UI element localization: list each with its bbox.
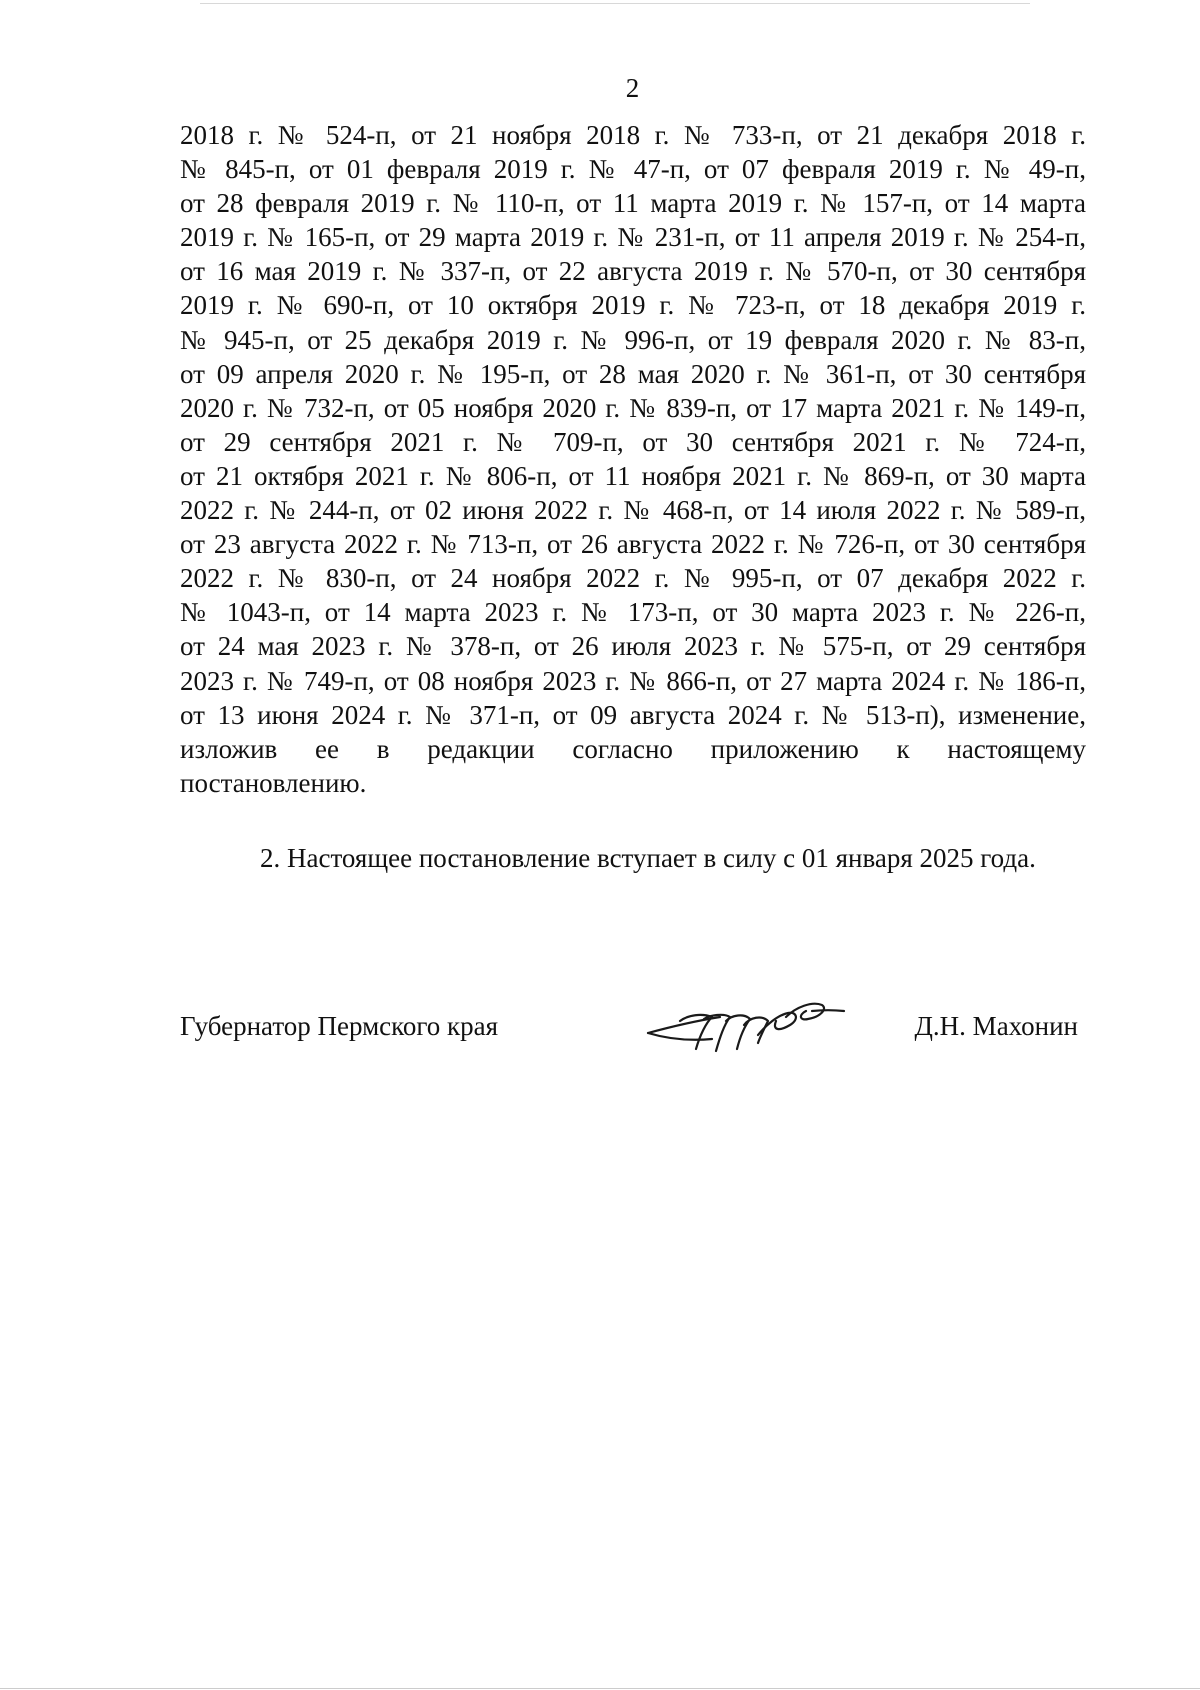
signer-name: Д.Н. Махонин <box>914 1011 1078 1041</box>
paragraph-1-line: постановлению. <box>180 767 367 798</box>
paragraph-1-line: от 21 октября 2021 г. № 806-п, от 11 ноября 2021 г. № 869-п, от 30 марта <box>180 460 1086 491</box>
handwritten-signature <box>640 991 850 1061</box>
paragraph-1-line: 2022 г. № 244-п, от 02 июня 2022 г. № 468-п, от 14 июля 2022 г. № 589-п, <box>180 495 1086 526</box>
paragraph-1-line: 2020 г. № 732-п, от 05 ноября 2020 г. № 839-п, от 17 марта 2021 г. № 149-п, <box>180 392 1086 423</box>
paragraph-1-line: № 1043-п, от 14 марта 2023 г. № 173-п, от 30 марта 2023 г. № 226-п, <box>180 597 1086 628</box>
paragraph-1-line: 2019 г. № 690-п, от 10 октября 2019 г. № 723-п, от 18 декабря 2019 г. <box>180 290 1086 321</box>
paragraph-1-line: от 16 мая 2019 г. № 337-п, от 22 августа 2019 г. № 570-п, от 30 сентября <box>180 256 1086 287</box>
paragraph-1-line: от 29 сентября 2021 г. № 709-п, от 30 сентября 2021 г. № 724-п, <box>180 426 1086 457</box>
page-number: 2 <box>625 73 640 103</box>
paragraph-2: 2. Настоящее постановление вступает в силу с 01 января 2025 года. <box>260 843 1036 873</box>
paragraph-1-line: от 13 июня 2024 г. № 371-п, от 09 августа 2024 г. № 513-п), изменение, <box>180 699 1086 730</box>
paragraph-1 <box>180 118 1086 800</box>
scan-edge-bottom <box>0 1688 1200 1689</box>
paragraph-1-line: № 845-п, от 01 февраля 2019 г. № 47-п, от 07 февраля 2019 г. № 49-п, <box>180 154 1086 185</box>
paragraph-1-line: от 09 апреля 2020 г. № 195-п, от 28 мая 2020 г. № 361-п, от 30 сентября <box>180 358 1086 389</box>
scan-edge-top <box>200 3 1030 4</box>
paragraph-1-line: 2019 г. № 165-п, от 29 марта 2019 г. № 231-п, от 11 апреля 2019 г. № 254-п, <box>180 222 1086 253</box>
paragraph-1-line: № 945-п, от 25 декабря 2019 г. № 996-п, от 19 февраля 2020 г. № 83-п, <box>180 324 1086 355</box>
signer-title: Губернатор Пермского края <box>180 1011 499 1041</box>
paragraph-1-line: 2018 г. № 524-п, от 21 ноября 2018 г. № 733-п, от 21 декабря 2018 г. <box>180 120 1086 150</box>
paragraph-1-line: 2022 г. № 830-п, от 24 ноября 2022 г. № 995-п, от 07 декабря 2022 г. <box>180 563 1086 594</box>
paragraph-1-line: 2023 г. № 749-п, от 08 ноября 2023 г. № 866-п, от 27 марта 2024 г. № 186-п, <box>180 665 1086 696</box>
paragraph-1-line: от 23 августа 2022 г. № 713-п, от 26 августа 2022 г. № 726-п, от 30 сентября <box>180 529 1086 560</box>
paragraph-1-line: от 28 февраля 2019 г. № 110-п, от 11 марта 2019 г. № 157-п, от 14 марта <box>180 188 1086 219</box>
signature-block <box>180 1009 1086 1059</box>
paragraph-1-line: от 24 мая 2023 г. № 378-п, от 26 июля 2023 г. № 575-п, от 29 сентября <box>180 631 1086 662</box>
paragraph-1-line: изложив ее в редакции согласно приложению к настоящему <box>180 733 1086 764</box>
